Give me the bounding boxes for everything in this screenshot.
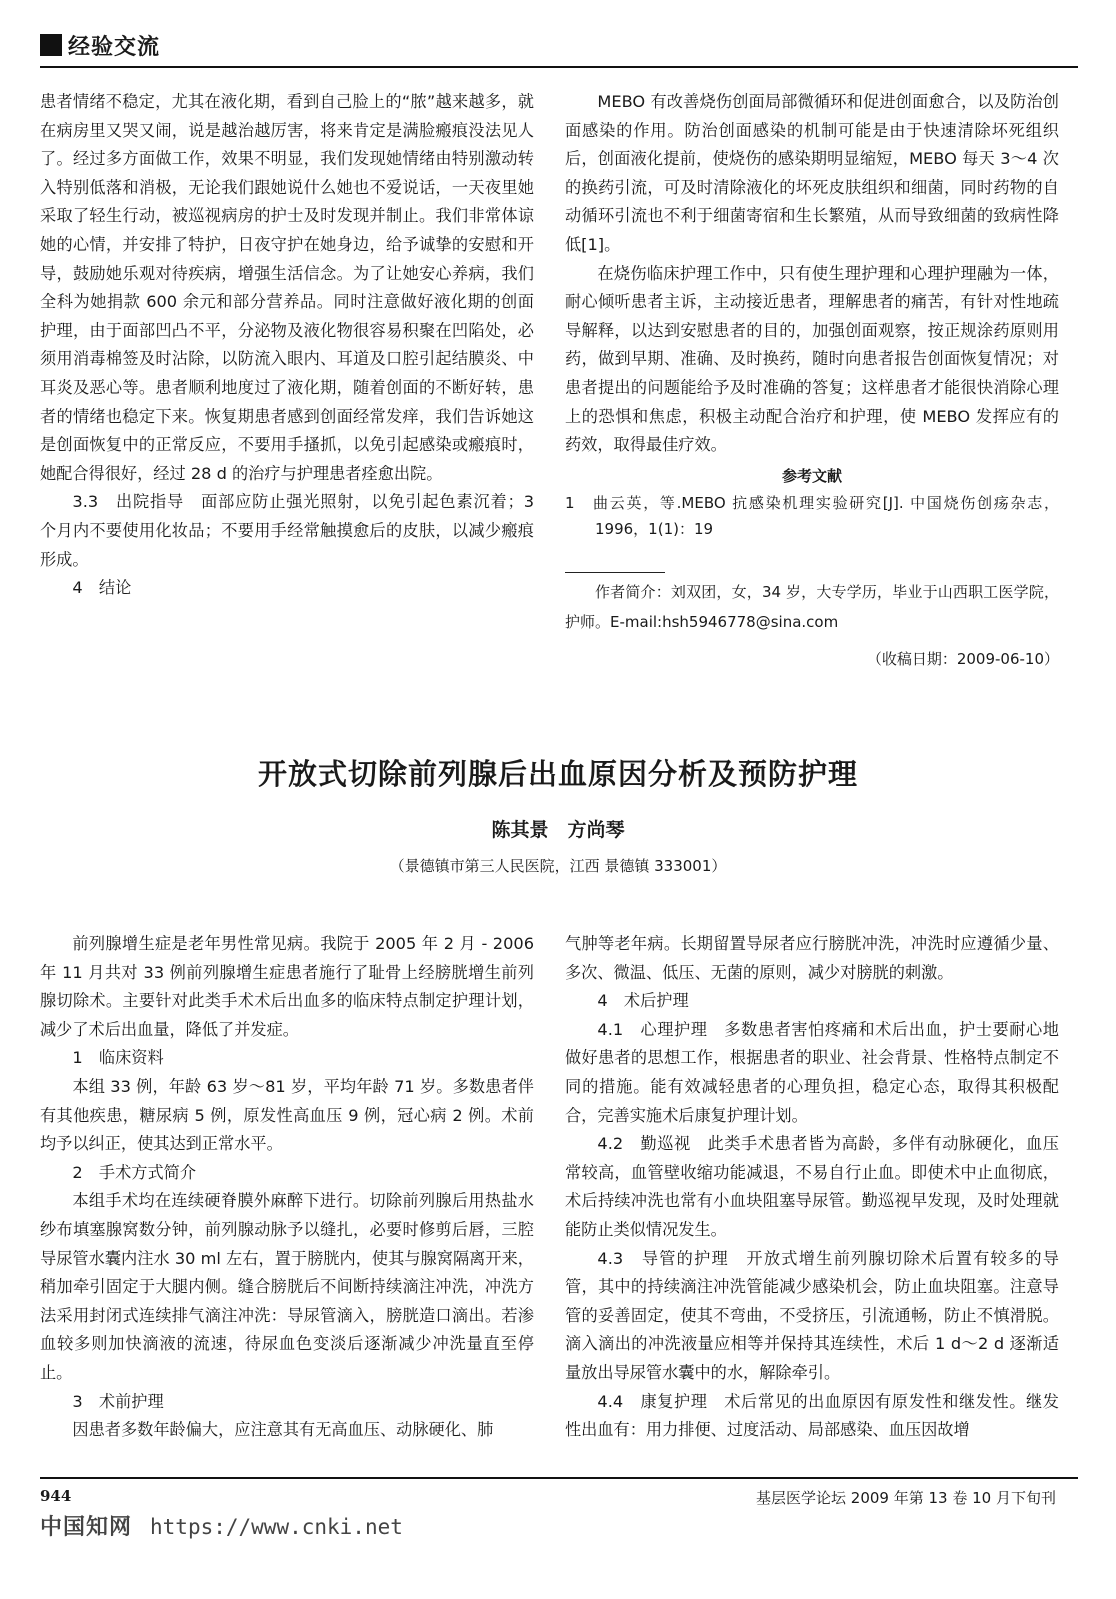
section-heading-conclusion: 4 结论 [72,578,132,598]
page-number: 944 [40,1487,72,1505]
section-heading: 2 手术方式简介 [72,1162,197,1182]
paragraph: MEBO 有改善烧伤创面局部微循环和促进创面愈合，以及防治创面感染的作用。防治创面感染的机制可能是由于快速清除坏死组织后，创面液化提前，使烧伤的感染期明显缩短，MEBO 每天 3～4 次的换药引流，可及时清除液化的坏死皮肤组织和细菌，同时药物的自动循环引流也不利于细菌寄宿和生长繁殖，从而导致细菌的致病性降低[1]。 [565,92,1059,254]
article-authors: 陈其景 方尚琴 [491,819,625,841]
paragraph: 4.3 导管的护理 开放式增生前列腺切除术后置有较多的导管，其中的持续滴注冲洗管能减少感染机会，防止血块阻塞。注意导管的妥善固定，使其不弯曲，不受挤压，引流通畅，防止不慎滑脱。滴入滴出的冲洗液量应相等并保持其连续性，术后 1 d～2 d 逐渐适量放出导尿管水囊中的水，解除牵引。 [565,1248,1059,1382]
paragraph: 本组手术均在连续硬脊膜外麻醉下进行。切除前列腺后用热盐水纱布填塞腺窝数分钟，前列腺动脉予以缝扎，必要时修剪后唇，三腔导尿管水囊内注水 30 ml 左右，置于膀胱内，使其与腺窝隔离开来，稍加牵引固定于大腿内侧。缝合膀胱后不间断持续滴注冲洗，冲洗方法采用封闭式连续排气滴注冲洗：导尿管滴入，膀胱造口滴出。若渗血较多则加快滴液的流速，待尿血色变淡后逐渐减少冲洗量直至停止。 [40,1191,534,1382]
paragraph: 4.2 勤巡视 此类手术患者皆为高龄，多伴有动脉硬化，血压常较高，血管壁收缩功能减退，不易自行止血。即使术中止血彻底，术后持续冲洗也常有小血块阻塞导尿管。勤巡视早发现，及时处理就能防止类似情况发生。 [565,1134,1059,1239]
section-heading: 3 术前护理 [72,1391,164,1411]
previous-article-right-column [565,88,1059,674]
paragraph: 因患者多数年龄偏大，应注意其有无高血压、动脉硬化、肺 [72,1420,494,1440]
paragraph: 在烧伤临床护理工作中，只有使生理护理和心理护理融为一体，耐心倾听患者主诉，主动接近患者，理解患者的痛苦，有针对性地疏导解释，以达到安慰患者的目的，加强创面观察，按正规涂药原则用药，做到早期、准确、及时换药，随时向患者报告创面恢复情况；对患者提出的问题能给予及时准确的答复；这样患者才能很快消除心理上的恐惧和焦虑，积极主动配合治疗和护理，使 MEBO 发挥应有的药效，取得最佳疗效。 [565,263,1059,455]
footer-rule [40,1477,1078,1479]
section-header [40,30,1080,62]
paragraph: 本组 33 例，年龄 63 岁～81 岁，平均年龄 71 岁。多数患者伴有其他疾患，糖尿病 5 例，原发性高血压 9 例，冠心病 2 例。术前均予以纠正，使其达到正常水平。 [40,1076,534,1154]
paragraph: 4.4 康复护理 术后常见的出血原因有原发性和继发性。继发性出血有：用力排便、过度活动、局部感染、血压因故增 [565,1391,1059,1440]
section-heading: 4 术后护理 [597,991,689,1011]
section-square-icon [40,34,62,56]
section-title: 经验交流 [68,35,161,60]
author-note: 作者简介：刘双团，女，34 岁，大专学历，毕业于山西职工医学院，护师。E-mail:hsh5946778@sina.com [565,583,1059,632]
reference-item: 1 曲云英，等.MEBO 抗感染机理实验研究[J]. 中国烧伤创疡杂志，1996，1(1)：19 [565,494,1059,539]
journal-info: 基层医学论坛 2009 年第 13 卷 10 月下旬刊 [756,1489,1056,1507]
article-right-column [565,930,1059,1445]
header-rule [40,66,1078,68]
section-heading: 1 临床资料 [72,1048,164,1068]
references-heading: 参考文献 [781,466,842,485]
watermark-url: https://www.cnki.net [150,1515,403,1539]
article-title: 开放式切除前列腺后出血原因分析及预防护理 [257,757,858,791]
author-note-rule [565,572,665,573]
paragraph: 前列腺增生症是老年男性常见病。我院于 2005 年 2 月 - 2006 年 11 月共对 33 例前列腺增生症患者施行了耻骨上经膀胱增生前列腺切除术。主要针对此类手术术后出血多的临床特点制定护理计划，减少了术后出血量，降低了并发症。 [40,934,534,1039]
paragraph: 4.1 心理护理 多数患者害怕疼痛和术后出血，护士要耐心地做好患者的思想工作，根据患者的职业、社会背景、性格特点制定不同的措施。能有效减轻患者的心理负担，稳定心态，取得其积极配合，完善实施术后康复护理计划。 [565,1019,1059,1125]
watermark-name: 中国知网 [40,1515,133,1540]
cnki-watermark [40,1510,403,1541]
article-affiliation: （景德镇市第三人民医院，江西 景德镇 333001） [389,857,727,875]
paragraph-continuation: 气肿等老年病。长期留置导尿者应行膀胱冲洗，冲洗时应遵循少量、多次、微温、低压、无菌的原则，减少对膀胱的刺激。 [565,934,1059,982]
paragraph-discharge-guidance: 3.3 出院指导 面部应防止强光照射，以免引起色素沉着；3 个月内不要使用化妆品；不要用手经常触摸愈后的皮肤，以减少瘢痕形成。 [40,492,534,569]
previous-article-left-column [40,88,534,603]
paragraph: 患者情绪不稳定，尤其在液化期，看到自己脸上的“脓”越来越多，就在病房里又哭又闹，说是越治越厉害，将来肯定是满脸瘢痕没法见人了。经过多方面做工作，效果不明显，我们发现她情绪由特别激动转入特别低落和消极，无论我们跟她说什么她也不爱说话，一天夜里她采取了轻生行动，被巡视病房的护士及时发现并制止。我们非常体谅她的心情，并安排了特护，日夜守护在她身边，给予诚挚的安慰和开导，鼓励她乐观对待疾病，增强生活信念。为了让她安心养病，我们全科为她捐款 600 余元和部分营养品。同时注意做好液化期的创面护理，由于面部凹凸不平，分泌物及液化物很容易积聚在凹陷处，必须用消毒棉签及时沾除，以防流入眼内、耳道及口腔引起结膜炎、中耳炎及恶心等。患者顺利地度过了液化期，随着创面的不断好转，患者的情绪也稳定下来。恢复期患者感到创面经常发痒，我们告诉她这是创面恢复中的正常反应，不要用手搔抓，以免引起感染或瘢痕时，她配合得很好，经过 28 d 的治疗与护理患者痊愈出院。 [40,92,534,483]
article-left-column [40,930,534,1445]
received-date: （收稿日期：2009-06-10） [866,650,1059,669]
